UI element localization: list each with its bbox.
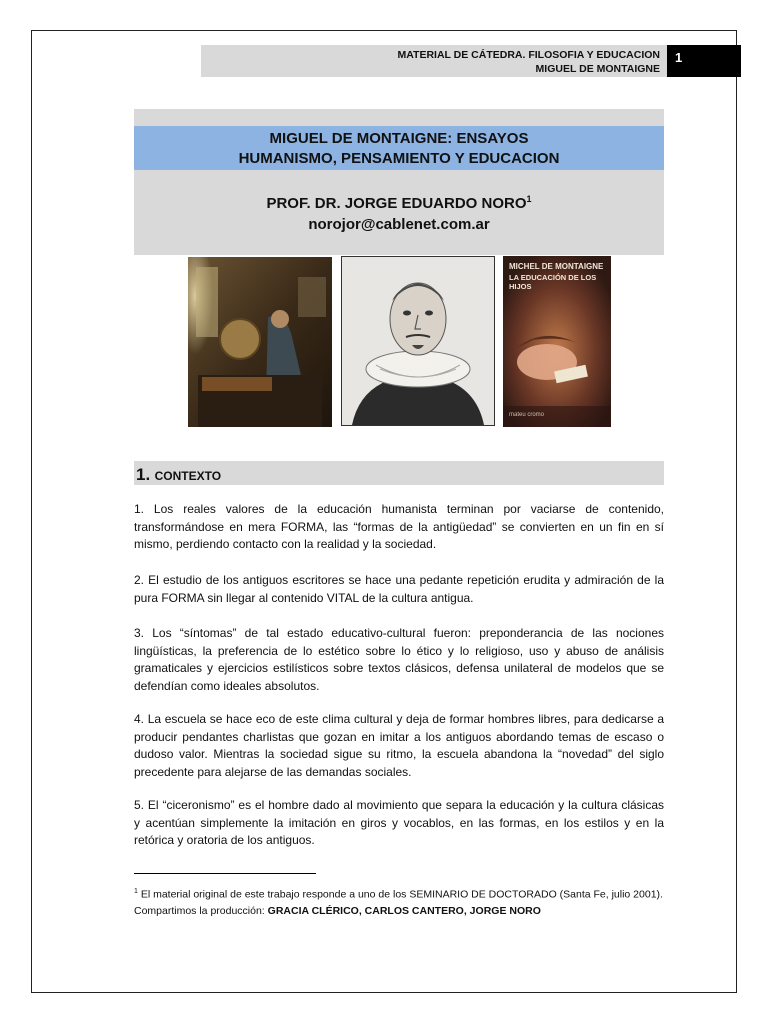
footnote-names: GRACIA CLÉRICO, CARLOS CANTERO, JORGE NORO <box>267 904 541 917</box>
section-heading <box>134 461 664 485</box>
book-cover-image <box>503 256 611 427</box>
book-cover-publisher: mateu cromo <box>509 412 545 418</box>
footnote-rule <box>134 873 316 874</box>
author-name: PROF. DR. JORGE EDUARDO NORO <box>266 195 527 212</box>
title-banner <box>134 126 664 170</box>
paragraph-1: 1. Los reales valores de la educación humanista terminan por vaciarse de contenido, transformándose en mera FORMA, las “formas de la antigüedad” se convierten en un fin en sí mismo, perdiendo contacto con la realidad y la sociedad. <box>134 502 664 551</box>
book-cover-author: MICHEL DE MONTAIGNE <box>509 262 604 271</box>
header-line-2: MIGUEL DE MONTAIGNE <box>535 63 660 75</box>
astronomer-painting-image <box>188 257 332 427</box>
author-email: norojor@cablenet.com.ar <box>308 216 490 233</box>
section-number: 1. <box>136 465 151 484</box>
paragraph-5: 5. El “ciceronismo” es el hombre dado al movimiento que separa la educación y la cultura clásicas y acentúan simplemente la imitación en giros y vocablos, en las formas, en los estilos y en la retórica y oratoria de los antiguos. <box>134 798 664 847</box>
montaigne-portrait-image <box>341 256 495 426</box>
running-header <box>201 45 667 77</box>
author-footnote-mark: 1 <box>526 194 532 204</box>
section-label: CONTEXTO <box>154 469 222 483</box>
paragraph-4: 4. La escuela se hace eco de este clima cultural y deja de formar hombres libres, para dedicarse a producir pendantes charlistas que gozan en imitar a los antiguos abordando temas de escaso o dudoso valor. Mientras la sociedad sigue su ritmo, la escuela abandona la “novedad” del siglo precedente para alejarse de las demandas sociales. <box>134 712 664 779</box>
page-number: 1 <box>667 45 741 77</box>
header-line-1: MATERIAL DE CÁTEDRA. FILOSOFIA Y EDUCACION <box>397 49 660 61</box>
paragraph-3: 3. Los “síntomas” de tal estado educativo-cultural fueron: preponderancia de las nociones lingüísticas, la preferencia de lo estético sobre lo ético y lo religioso, uso y abuso de análisis gramaticales y ejercicios estilísticos sobre textos clásicos, defensa unilateral de modelos que se defendían como ideales absolutos. <box>134 626 664 693</box>
paragraph-2: 2. El estudio de los antiguos escritores se hace una pedante repetición erudita y admiración de la pura FORMA sin llegar al contenido VITAL de la cultura antigua. <box>134 573 664 605</box>
title-line-1: MIGUEL DE MONTAIGNE: ENSAYOS <box>269 130 529 147</box>
author-block <box>134 193 664 235</box>
author-name-line <box>134 193 664 214</box>
footnote-text: El material original de este trabajo responde a uno de los SEMINARIO DE DOCTORADO (Santa Fe, julio 2001). Compartimos la producción: <box>134 888 663 917</box>
title-block <box>134 109 664 255</box>
book-cover-title: LA EDUCACIÓN DE LOS HIJOS <box>509 273 597 291</box>
title-line-2: HUMANISMO, PENSAMIENTO Y EDUCACION <box>238 150 560 167</box>
footnote-mark: 1 <box>134 888 138 895</box>
footnote <box>134 884 664 919</box>
